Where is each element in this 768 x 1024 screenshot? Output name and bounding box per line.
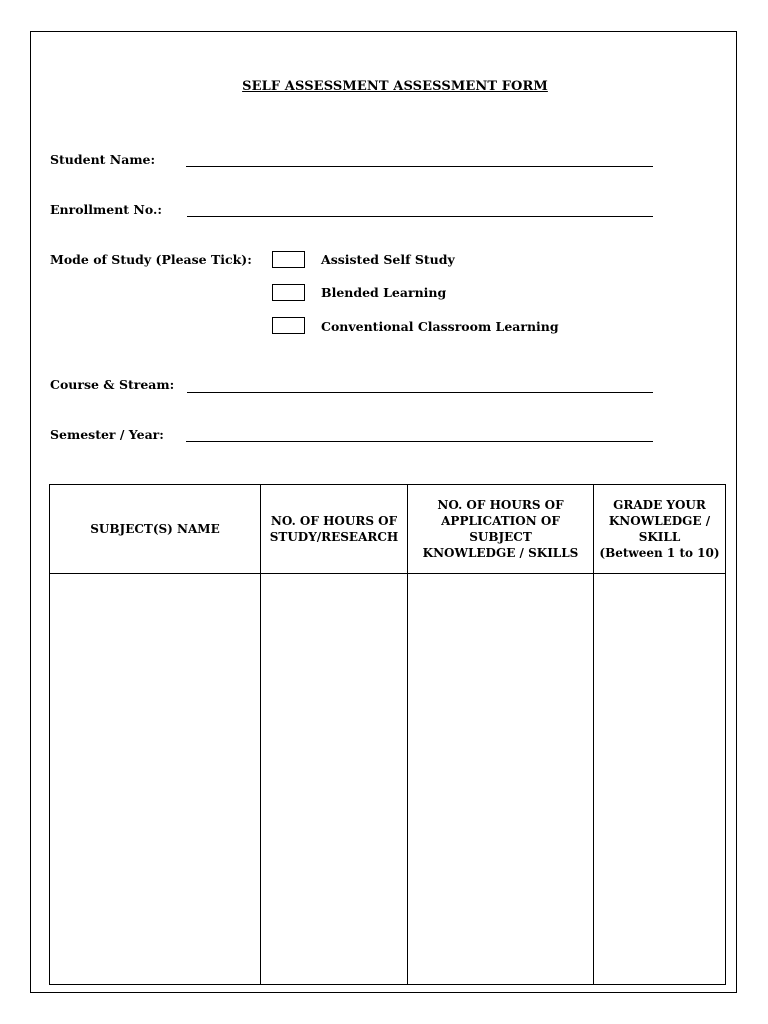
course-stream-label: Course & Stream: xyxy=(50,377,175,392)
student-name-label: Student Name: xyxy=(50,152,156,167)
blended-learning-checkbox[interactable] xyxy=(272,284,305,301)
assessment-table xyxy=(49,484,726,985)
study-hours-header: NO. OF HOURS OF STUDY/RESEARCH xyxy=(261,485,408,574)
subject-name-cell[interactable] xyxy=(50,574,261,985)
form-title: SELF ASSESSMENT ASSESSMENT FORM xyxy=(242,79,548,94)
enrollment-no-field[interactable] xyxy=(187,216,653,217)
student-name-field[interactable] xyxy=(186,166,653,167)
subject-name-header: SUBJECT(S) NAME xyxy=(50,485,261,574)
semester-year-field[interactable] xyxy=(186,441,653,442)
mode-of-study-label: Mode of Study (Please Tick): xyxy=(50,252,252,267)
grade-header: GRADE YOUR KNOWLEDGE / SKILL (Between 1 to 10) xyxy=(594,485,726,574)
study-hours-cell[interactable] xyxy=(261,574,408,985)
application-hours-cell[interactable] xyxy=(408,574,594,985)
assisted-self-study-label: Assisted Self Study xyxy=(321,252,455,267)
assisted-self-study-checkbox[interactable] xyxy=(272,251,305,268)
course-stream-field[interactable] xyxy=(187,392,653,393)
application-hours-header: NO. OF HOURS OF APPLICATION OF SUBJECT KNOWLEDGE / SKILLS xyxy=(408,485,594,574)
blended-learning-label: Blended Learning xyxy=(321,285,447,300)
conventional-classroom-label: Conventional Classroom Learning xyxy=(321,319,559,334)
table-header-row xyxy=(50,485,726,574)
enrollment-no-label: Enrollment No.: xyxy=(50,202,162,217)
conventional-classroom-checkbox[interactable] xyxy=(272,317,305,334)
table-row xyxy=(50,574,726,985)
semester-year-label: Semester / Year: xyxy=(50,427,164,442)
grade-cell[interactable] xyxy=(594,574,726,985)
